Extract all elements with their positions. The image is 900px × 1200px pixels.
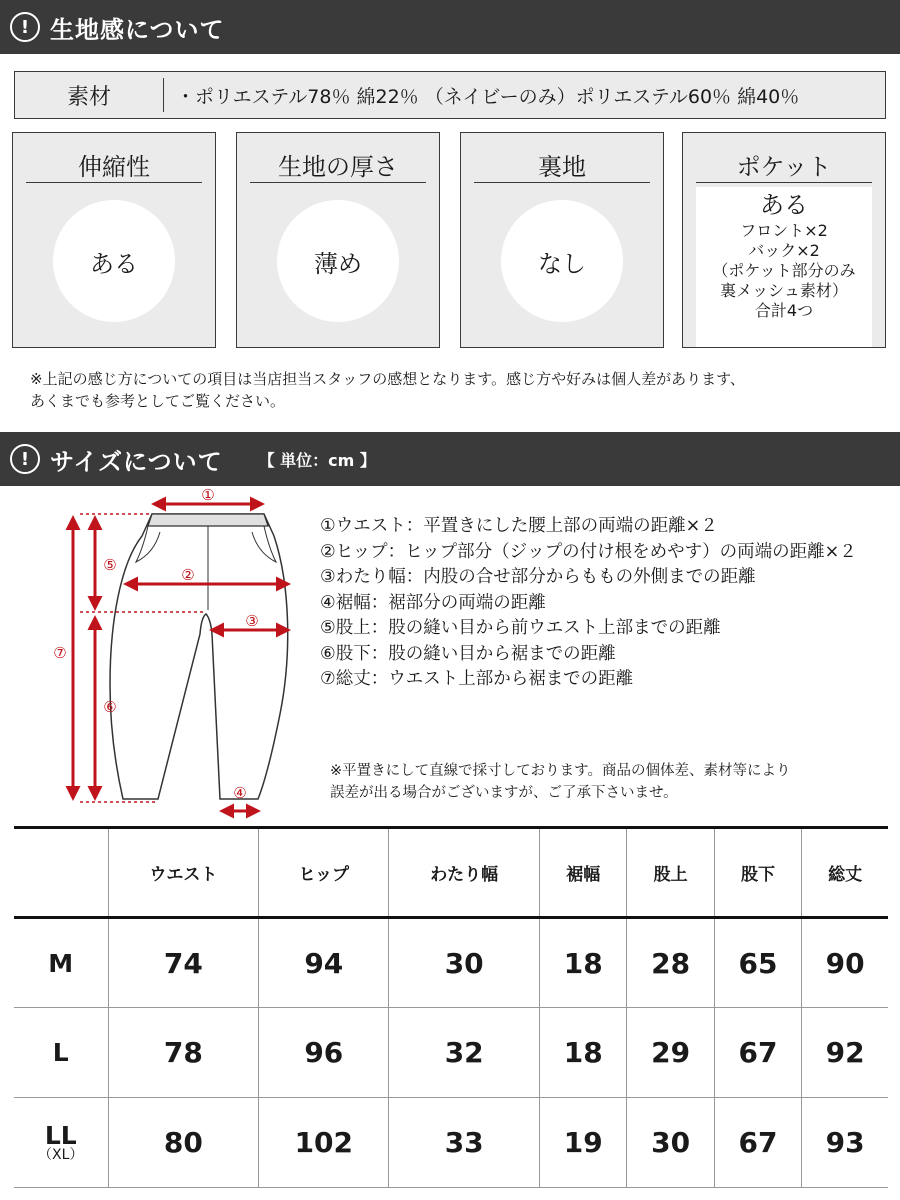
divider bbox=[250, 182, 426, 183]
legend-item: ⑤股上：股の縫い目から前ウエスト上部までの距離 bbox=[320, 618, 721, 638]
note-line: 誤差が出る場合がございますが、ご了承下さいませ。 bbox=[330, 785, 678, 801]
material-row bbox=[14, 71, 886, 119]
impression-note bbox=[30, 368, 880, 412]
table-cell: 18 bbox=[540, 1008, 627, 1098]
table-cell: 96 bbox=[259, 1008, 389, 1098]
note-line: あくまでも参考としてご覧ください。 bbox=[30, 392, 286, 410]
header-hip: ヒップ bbox=[259, 828, 389, 918]
size-label-sub: （XL） bbox=[38, 1146, 84, 1163]
legend-item: ④裾幅：裾部分の両端の距離 bbox=[320, 592, 546, 613]
label-hem: ④ bbox=[233, 784, 247, 802]
table-cell: 80 bbox=[108, 1098, 259, 1188]
table-cell: 93 bbox=[802, 1098, 888, 1188]
pocket-box bbox=[682, 132, 886, 348]
table-cell: 18 bbox=[540, 918, 627, 1008]
pocket-line: 裏メッシュ素材） bbox=[720, 281, 848, 300]
stretch-box bbox=[12, 132, 216, 348]
table-cell: 67 bbox=[714, 1008, 801, 1098]
table-row bbox=[14, 1098, 888, 1188]
exclamation-icon: ! bbox=[10, 444, 40, 474]
table-cell: 28 bbox=[627, 918, 714, 1008]
pocket-title: ポケット bbox=[736, 153, 832, 181]
lining-value: なし bbox=[501, 200, 623, 322]
size-label bbox=[14, 1098, 108, 1188]
table-cell: 30 bbox=[389, 918, 540, 1008]
size-section-title: サイズについて bbox=[50, 447, 223, 476]
divider bbox=[26, 182, 202, 183]
legend-item: ②ヒップ：ヒップ部分（ジップの付け根をめやす）の両端の距離×２ bbox=[320, 541, 857, 562]
size-label: L bbox=[14, 1008, 108, 1098]
table-cell: 19 bbox=[540, 1098, 627, 1188]
stretch-value: ある bbox=[53, 200, 175, 322]
thickness-value: 薄め bbox=[277, 200, 399, 322]
divider bbox=[696, 182, 872, 183]
table-row bbox=[14, 918, 888, 1008]
waistband bbox=[148, 514, 268, 526]
table-cell: 33 bbox=[389, 1098, 540, 1188]
pocket-line: 合計4つ bbox=[754, 301, 814, 320]
thickness-box bbox=[236, 132, 440, 348]
table-cell: 30 bbox=[627, 1098, 714, 1188]
table-cell: 92 bbox=[802, 1008, 888, 1098]
unit-label: 【 単位：cm 】 bbox=[258, 450, 376, 470]
table-cell: 78 bbox=[108, 1008, 259, 1098]
label-waist: ① bbox=[201, 486, 215, 504]
table-cell: 29 bbox=[627, 1008, 714, 1098]
legend-item: ⑥股下：股の縫い目から裾までの距離 bbox=[320, 643, 616, 664]
table-header-row bbox=[14, 828, 888, 918]
pants-measurement-diagram bbox=[40, 484, 310, 824]
label-hip: ② bbox=[181, 566, 195, 584]
table-row bbox=[14, 1008, 888, 1098]
divider bbox=[474, 182, 650, 183]
header-thigh: わたり幅 bbox=[389, 828, 540, 918]
pants-outline bbox=[110, 514, 288, 799]
header-length: 総丈 bbox=[802, 828, 888, 918]
material-value: ・ポリエステル78％ 綿22％ （ネイビーのみ）ポリエステル60％ 綿40％ bbox=[176, 85, 800, 108]
size-label: M bbox=[14, 918, 108, 1008]
material-label: 素材 bbox=[66, 84, 111, 110]
exclamation-icon: ! bbox=[10, 12, 40, 42]
pocket-details bbox=[696, 187, 872, 347]
size-label-main: LL bbox=[44, 1120, 77, 1150]
fabric-section-title: 生地感について bbox=[50, 15, 225, 44]
label-rise: ⑤ bbox=[103, 556, 117, 574]
label-length: ⑦ bbox=[53, 644, 67, 662]
table-cell: 67 bbox=[714, 1098, 801, 1188]
table-cell: 102 bbox=[259, 1098, 389, 1188]
size-table bbox=[14, 826, 888, 1188]
pocket-line: バック×2 bbox=[748, 241, 820, 260]
note-line: ※上記の感じ方についての項目は当店担当スタッフの感想となります。感じ方や好みは個人差があります、 bbox=[30, 370, 745, 388]
pocket-main: ある bbox=[760, 191, 808, 219]
header-cell-corner bbox=[14, 828, 108, 918]
table-cell: 94 bbox=[259, 918, 389, 1008]
size-section-header bbox=[0, 432, 900, 486]
table-cell: 90 bbox=[802, 918, 888, 1008]
note-line: ※平置きにして直線で採寸しております。商品の個体差、素材等により bbox=[330, 763, 791, 779]
table-cell: 74 bbox=[108, 918, 259, 1008]
measurement-legend bbox=[320, 514, 857, 693]
pocket-line: フロント×2 bbox=[740, 221, 828, 240]
legend-item: ⑦総丈：ウエスト上部から裾までの距離 bbox=[320, 669, 634, 689]
header-waist: ウエスト bbox=[108, 828, 259, 918]
table-cell: 65 bbox=[714, 918, 801, 1008]
legend-item: ①ウエスト：平置きにした腰上部の両端の距離×２ bbox=[320, 516, 718, 536]
fabric-section-header bbox=[0, 0, 900, 54]
lining-box bbox=[460, 132, 664, 348]
label-thigh: ③ bbox=[245, 612, 259, 630]
measurement-note bbox=[330, 760, 890, 804]
header-hem: 裾幅 bbox=[540, 828, 627, 918]
legend-item: ③わたり幅：内股の合せ部分からももの外側までの距離 bbox=[320, 567, 756, 587]
thickness-title: 生地の厚さ bbox=[278, 153, 398, 181]
header-rise: 股上 bbox=[627, 828, 714, 918]
table-cell: 32 bbox=[389, 1008, 540, 1098]
pocket-line: （ポケット部分のみ bbox=[712, 261, 856, 280]
lining-title: 裏地 bbox=[538, 153, 586, 181]
label-inseam: ⑥ bbox=[103, 698, 117, 716]
stretch-title: 伸縮性 bbox=[78, 153, 150, 181]
header-inseam: 股下 bbox=[714, 828, 801, 918]
